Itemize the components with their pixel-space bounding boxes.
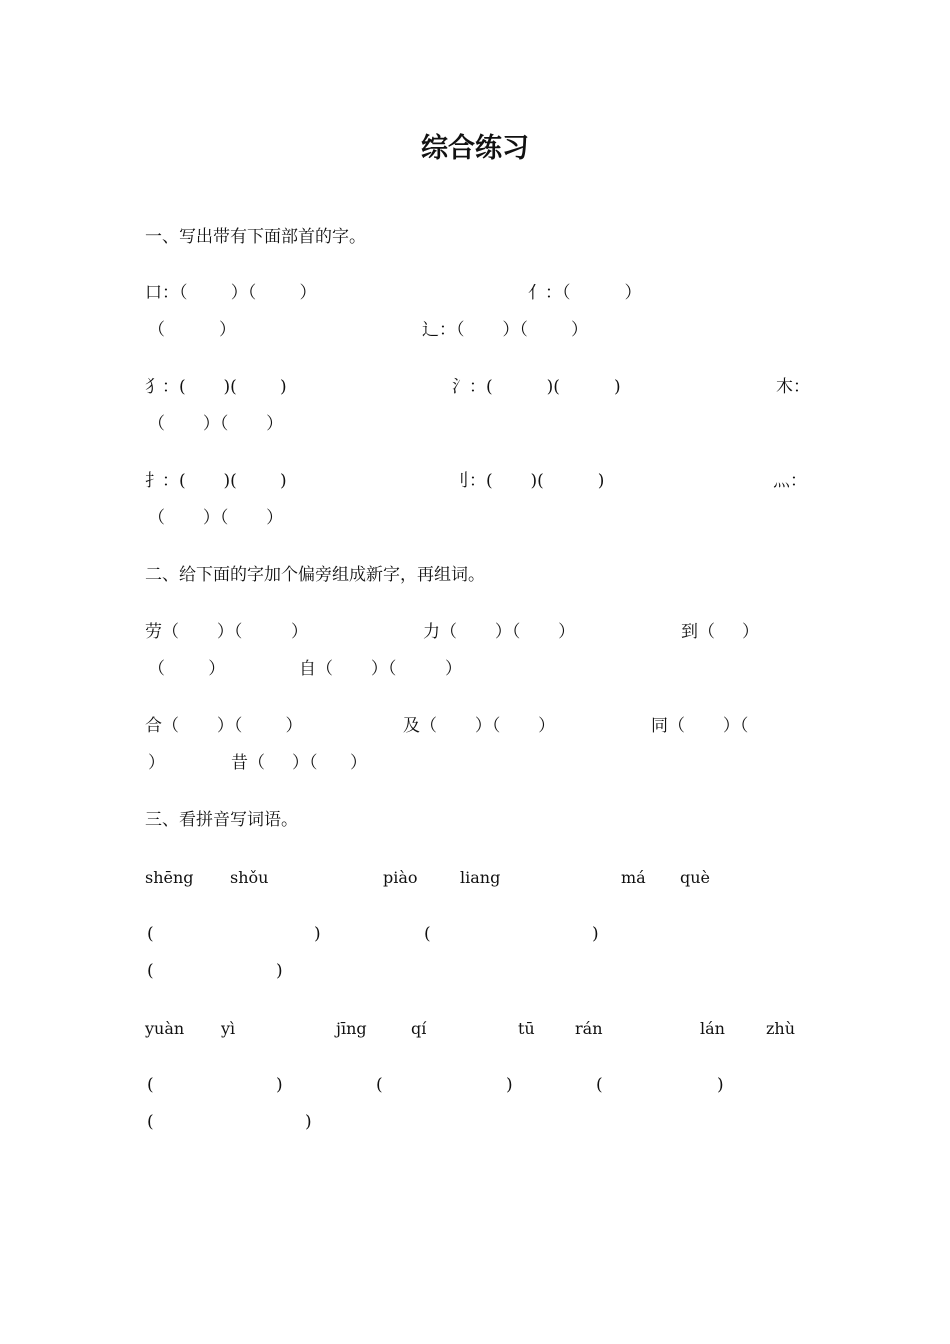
answer-blank-close: ) [276,961,283,981]
radical-mu-label: 木： [776,377,810,397]
char-dao-blanks: 到（ ） [681,622,760,642]
answer-blank-open: ( [147,1075,154,1095]
char-zi-blanks: 自（ ）（ ） [299,659,462,679]
answer-blank-open: ( [376,1075,383,1095]
pinyin-syllable: qí [411,1019,427,1038]
radical-chuo-blanks: 辶：（ ）（ ） [422,320,589,340]
radical-huo-blanks: （ ）（ ） [148,508,284,528]
answer-blank-open: ( [147,1112,154,1132]
radical-huo-label: 灬： [773,471,807,491]
pinyin-syllable: tū [518,1019,535,1038]
answer-blank-close: ) [276,1075,283,1095]
answer-blank-close: ) [506,1075,513,1095]
char-he-blanks: 合（ ）（ ） [145,716,303,736]
radical-ren-blank-wrap: （ ） [148,320,237,340]
char-tong-blank-wrap: ） [148,753,165,773]
char-tong-blanks: 同（ ）（ [651,716,749,736]
char-ji-blanks: 及（ ）（ ） [403,716,556,736]
answer-blank-close: ) [314,924,321,944]
char-lao-blanks: 劳（ ）（ ） [145,622,308,642]
pinyin-syllable: què [680,868,711,887]
section-3-heading: 三、看拼音写词语。 [145,810,298,830]
radical-shui-blanks: 氵：( )( ) [452,377,621,397]
char-dao-blank-wrap: （ ） [148,659,226,679]
answer-blank-open: ( [424,924,431,944]
radical-dao-blanks: 刂：( )( ) [452,471,605,491]
section-1-heading: 一、写出带有下面部首的字。 [145,227,366,247]
pinyin-syllable: zhù [766,1019,796,1038]
radical-shou-blanks: 扌：( )( ) [145,471,287,491]
pinyin-syllable: lán [700,1019,725,1038]
answer-blank-open: ( [596,1075,603,1095]
page-title: 综合练习 [421,133,529,164]
radical-quan-blanks: 犭：( )( ) [145,377,287,397]
answer-blank-close: ) [717,1075,724,1095]
pinyin-syllable: shēng [145,868,194,887]
char-xi-blanks: 昔（ ）（ ） [231,753,367,773]
pinyin-syllable: liang [460,868,501,887]
pinyin-syllable: yuàn [145,1019,185,1038]
section-2-heading: 二、给下面的字加个偏旁组成新字，再组词。 [145,565,485,585]
answer-blank-open: ( [147,961,154,981]
pinyin-syllable: jīng [336,1019,367,1038]
radical-mu-blanks: （ ）（ ） [148,414,284,434]
radical-kou-blanks: 口：（ ）（ ） [145,283,317,303]
pinyin-syllable: piào [383,868,418,887]
pinyin-syllable: yì [221,1019,236,1038]
radical-ren-blanks: 亻：（ ） [528,283,642,303]
pinyin-syllable: rán [575,1019,603,1038]
answer-blank-open: ( [147,924,154,944]
answer-blank-close: ) [305,1112,312,1132]
pinyin-syllable: shǒu [230,868,269,887]
char-li-blanks: 力（ ）（ ） [423,622,576,642]
answer-blank-close: ) [592,924,599,944]
pinyin-syllable: má [621,868,646,887]
